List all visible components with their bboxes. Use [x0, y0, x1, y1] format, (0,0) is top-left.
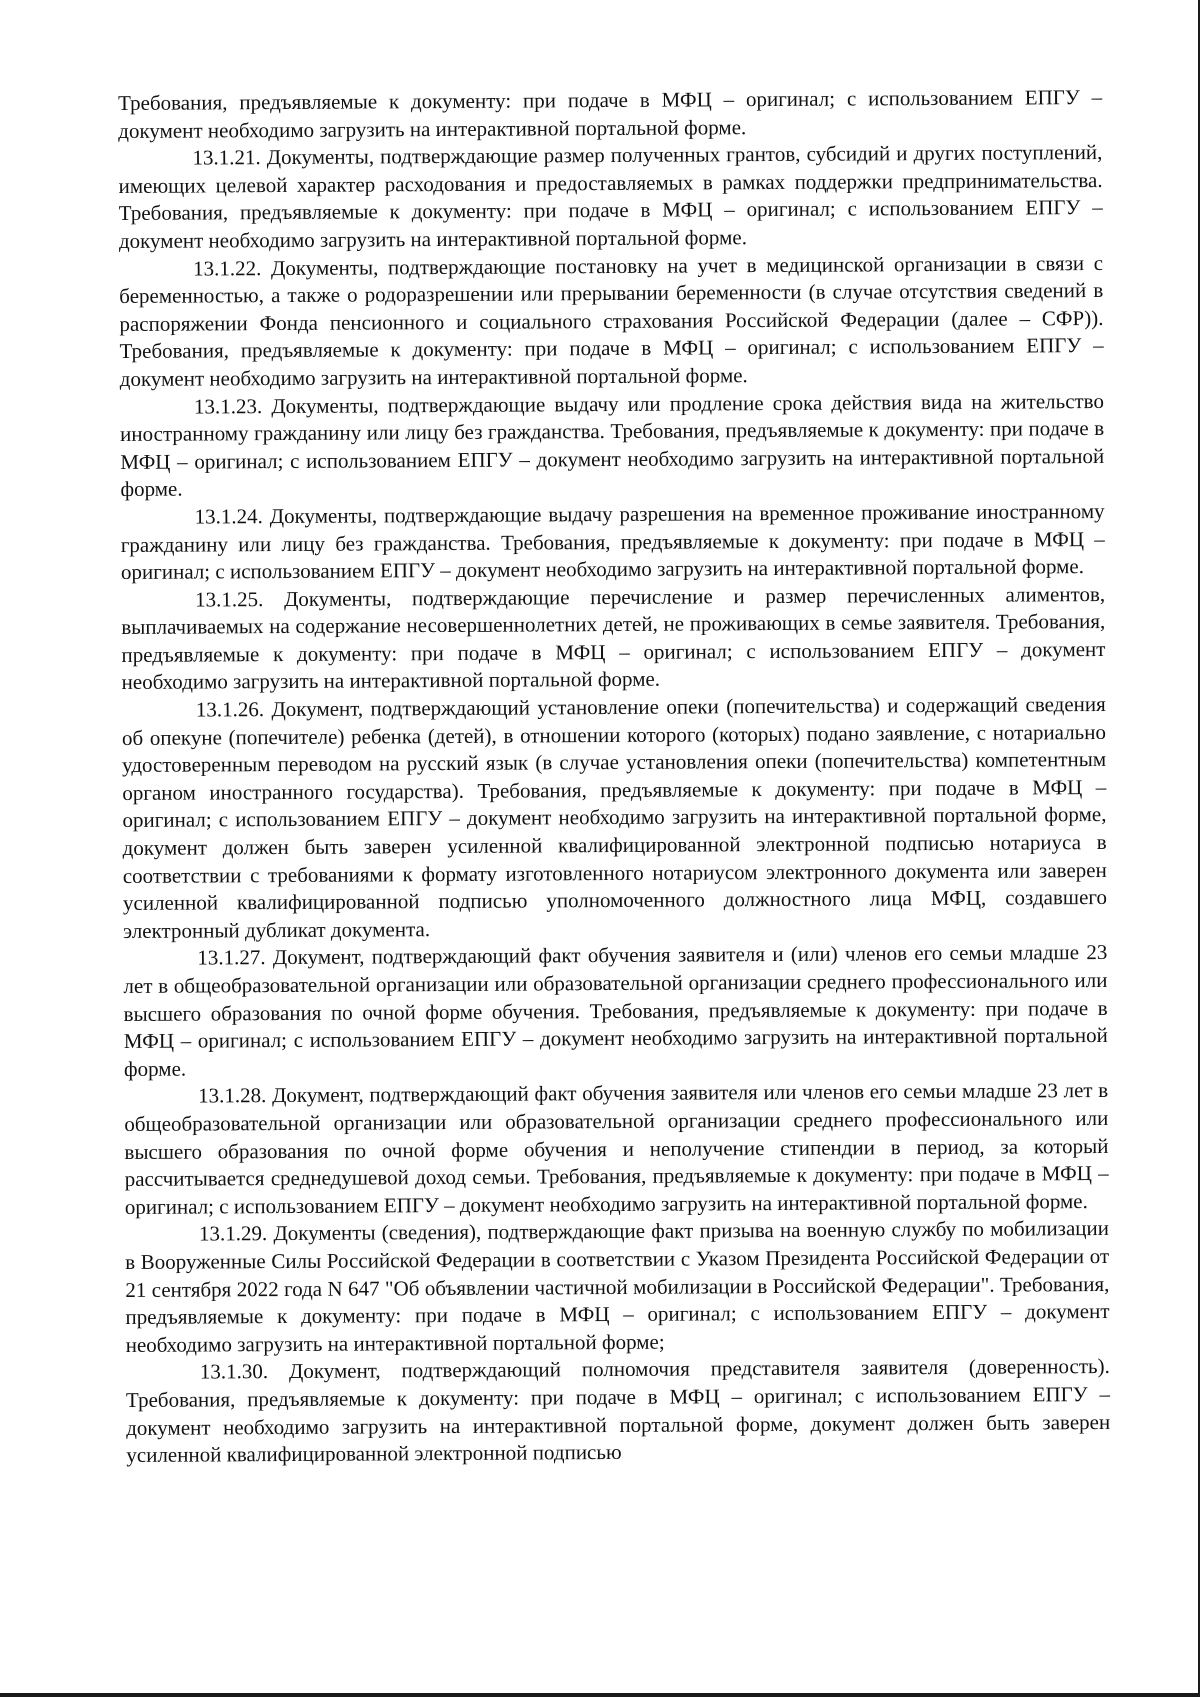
paragraph-13-1-26: 13.1.26. Документ, подтверждающий установление опеки (попечительства) и содержащий сведения об опекуне (попечителе) ребенка (детей), в отношении которого (которых) подано заявление, с нотариально удостоверенным переводом на русский язык (в случае установления опеки (попечительства) компетентным органом иностранного государства). Требования, предъявляемые к документу: при подаче в МФЦ – оригинал; с использованием ЕПГУ – документ необходимо загрузить на интерактивной портальной форме, документ должен быть заверен усиленной квалифицированной электронной подписью нотариуса в соответствии с требованиями к формату изготовленного нотариусом электронного документа или заверен усиленной квалифицированной подписью уполномоченного должностного лица МФЦ, создавшего электронный дубликат документа. [121, 692, 1108, 943]
paragraph-13-1-23: 13.1.23. Документы, подтверждающие выдачу или продление срока действия вида на жительство иностранному гражданину или лицу без гражданства. Требования, предъявляемые к документу: при подаче в МФЦ – оригинал; с использованием ЕПГУ – документ необходимо загрузить на интерактивной портальной форме. [120, 388, 1105, 502]
paragraph-13-1-24: 13.1.24. Документы, подтверждающие выдачу разрешения на временное проживание иностранному гражданину или лицу без гражданства. Требования, предъявляемые к документу: при подаче в МФЦ – оригинал; с использованием ЕПГУ – документ необходимо загрузить на интерактивной портальной форме. [120, 498, 1105, 585]
paragraph-13-1-28: 13.1.28. Документ, подтверждающий факт обучения заявителя или членов его семьи младше 23 лет в общеобразовательной организации или образовательной организации среднего профессионального или высшего образования по очной форме обучения и неполучение стипендии в период, за который рассчитывается среднедушевой доход семьи. Требования, предъявляемые к документу: при подаче в МФЦ – оригинал; с использованием ЕПГУ – документ необходимо загрузить на интерактивной портальной форме. [124, 1078, 1109, 1219]
paragraph-13-1-27: 13.1.27. Документ, подтверждающий факт обучения заявителя и (или) членов его семьи младше 23 лет в общеобразовательной организации или образовательной организации среднего профессионального или высшего образования по очной форме обучения. Требования, предъявляемые к документу: при подаче в МФЦ – оригинал; с использованием ЕПГУ – документ необходимо загрузить на интерактивной портальной форме. [123, 940, 1108, 1081]
paragraph-13-1-29: 13.1.29. Документы (сведения), подтверждающие факт призыва на военную службу по мобилизации в Вооруженные Силы Российской Федерации в соответствии с Указом Президента Российской Федерации от 21 сентября 2022 года N 647 "Об объявлении частичной мобилизации в Российской Федерации". Требования, предъявляемые к документу: при подаче в МФЦ – оригинал; с использованием ЕПГУ – документ необходимо загрузить на интерактивной портальной форме; [125, 1216, 1110, 1357]
paragraph-13-1-30: 13.1.30. Документ, подтверждающий полномочия представителя заявителя (доверенность). Требования, предъявляемые к документу: при подаче в МФЦ – оригинал; с использованием ЕПГУ – документ необходимо загрузить на интерактивной портальной форме, документ должен быть заверен усиленной квалифицированной электронной подписью [125, 1354, 1111, 1468]
scan-border-bottom [0, 1693, 1200, 1697]
paragraph-13-1-20-tail: Требования, предъявляемые к документу: при подаче в МФЦ – оригинал; с использованием ЕПГУ – документ необходимо загрузить на интерактивной портальной форме. [118, 84, 1103, 143]
paragraph-13-1-21: 13.1.21. Документы, подтверждающие размер полученных грантов, субсидий и других поступлений, имеющих целевой характер расходования и предоставляемых в рамках поддержки предпринимательства. Требования, предъявляемые к документу: при подаче в МФЦ – оригинал; с использованием ЕПГУ – документ необходимо загрузить на интерактивной портальной форме. [118, 140, 1103, 253]
document-body [118, 84, 1110, 1470]
paragraph-13-1-22: 13.1.22. Документы, подтверждающие постановку на учет в медицинской организации в связи с беременностью, а также о родоразрешении или прерывании беременности (в случае отсутствия сведений в распоряжении Фонда пенсионного и социального страхования Российской Федерации (далее – СФР)). Требования, предъявляемые к документу: при подаче в МФЦ – оригинал; с использованием ЕПГУ – документ необходимо загрузить на интерактивной портальной форме. [119, 250, 1104, 391]
paragraph-13-1-25: 13.1.25. Документы, подтверждающие перечисление и размер перечисленных алиментов, выплачиваемых на содержание несовершеннолетних детей, не проживающих в семье заявителя. Требования, предъявляемые к документу: при подаче в МФЦ – оригинал; с использованием ЕПГУ – документ необходимо загрузить на интерактивной портальной форме. [121, 581, 1106, 695]
